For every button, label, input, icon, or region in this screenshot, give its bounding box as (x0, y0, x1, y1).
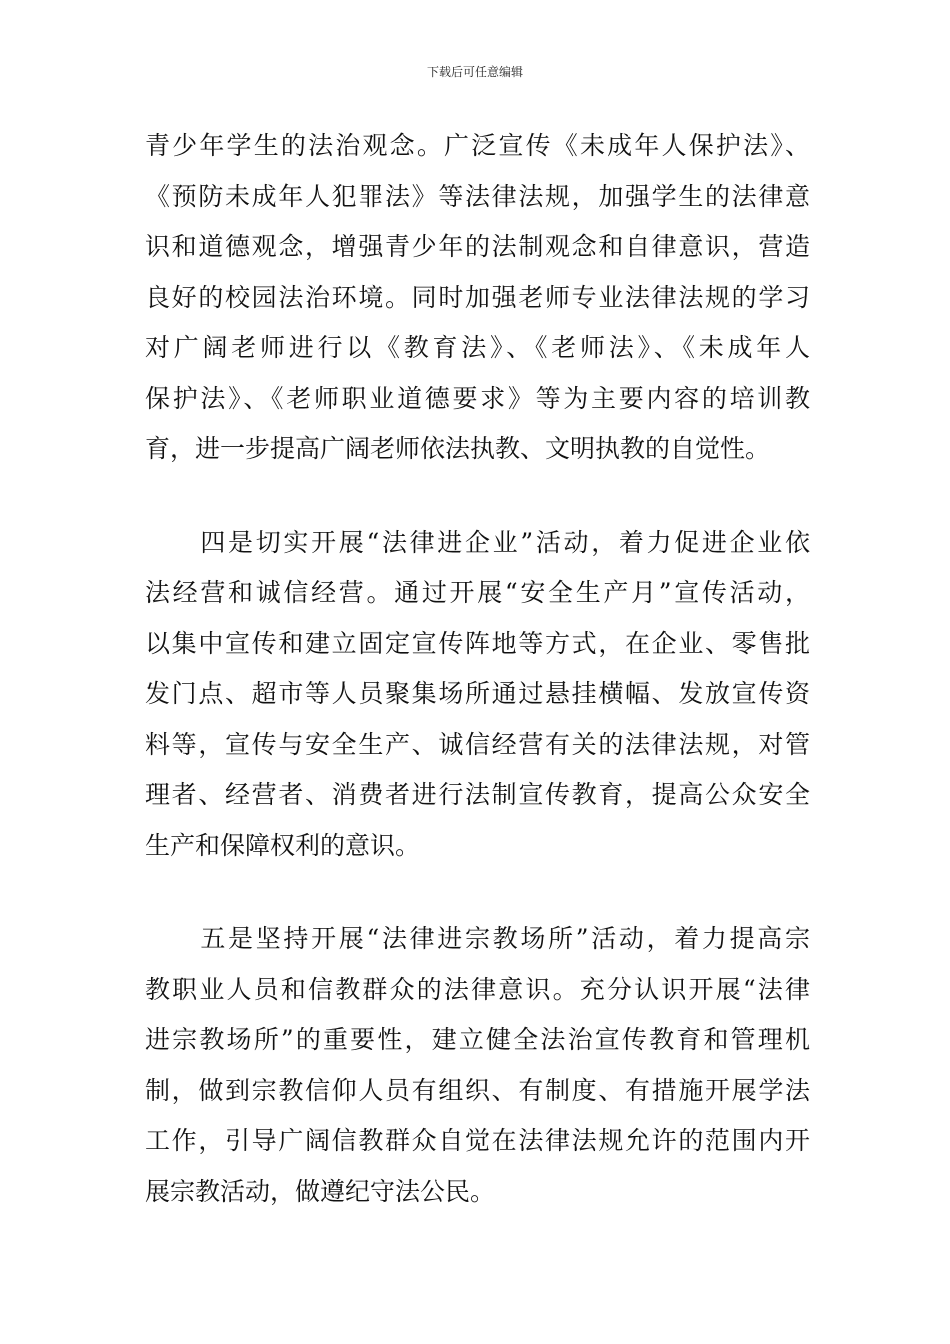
page-header: 下载后可任意编辑 (426, 65, 523, 79)
text-line: 工作，引导广阔信教群众自觉在法律法规允许的范围内开 (145, 1126, 810, 1155)
text-line: 料等，宣传与安全生产、诚信经营有关的法律法规，对管 (145, 729, 810, 759)
text-line: 良好的校园法治环境。同时加强老师专业法律法规的学习 (145, 282, 810, 312)
text-line: 发门点、超市等人员聚集场所通过悬挂横幅、发放宣传资 (145, 679, 810, 708)
text-line: 以集中宣传和建立固定宣传阵地等方式，在企业、零售批 (145, 628, 810, 658)
text-line: 保护法》、《老师职业道德要求》等为主要内容的培训教 (145, 383, 810, 413)
text-line: 育，进一步提高广阔老师依法执教、文明执教的自觉性。 (145, 434, 771, 463)
text-line: 青少年学生的法治观念。广泛宣传《未成年人保护法》、 (145, 131, 810, 160)
paragraph-1 (145, 121, 810, 475)
paragraph-spacer (145, 475, 810, 518)
paragraph-2 (145, 518, 810, 872)
document-body (145, 121, 810, 1217)
text-line: 法经营和诚信经营。通过开展“安全生产月”宣传活动， (145, 578, 810, 607)
text-line: 展宗教活动，做遵纪守法公民。 (145, 1176, 496, 1206)
text-line: 五是坚持开展“法律进宗教场所”活动，着力提高宗 (145, 924, 810, 953)
text-line: 制，做到宗教信仰人员有组织、有制度、有措施开展学法 (145, 1075, 810, 1105)
text-line: 《预防未成年人犯罪法》等法律法规，加强学生的法律意 (145, 181, 810, 211)
text-line: 对广阔老师进行以《教育法》、《老师法》、《未成年人 (145, 333, 810, 362)
paragraph-3 (145, 914, 810, 1217)
text-line: 理者、经营者、消费者进行法制宣传教育，提高公众安全 (145, 780, 810, 809)
text-line: 教职业人员和信教群众的法律意识。充分认识开展“法律 (145, 974, 810, 1004)
text-line: 识和道德观念，增强青少年的法制观念和自律意识，营造 (145, 232, 810, 261)
text-line: 四是切实开展“法律进企业”活动，着力促进企业依 (145, 527, 810, 557)
paragraph-spacer (145, 871, 810, 914)
text-line: 生产和保障权利的意识。 (145, 830, 421, 860)
text-line: 进宗教场所”的重要性，建立健全法治宣传教育和管理机 (145, 1025, 810, 1054)
